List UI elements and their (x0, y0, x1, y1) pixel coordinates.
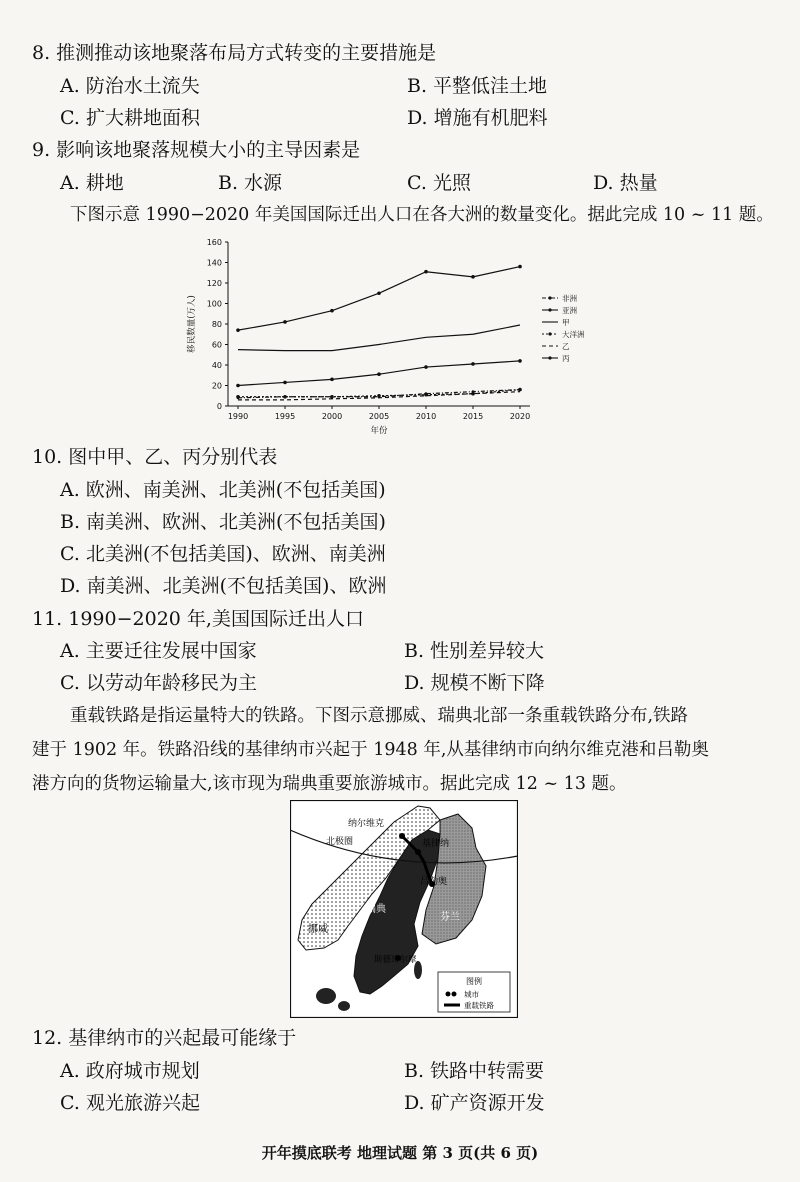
label-norway: 挪威 (308, 924, 328, 935)
label-finland: 芬兰 (440, 912, 460, 923)
legend-label: 乙 (562, 342, 570, 351)
legend-label: 亚洲 (562, 306, 577, 315)
legend-label: 甲 (562, 318, 570, 327)
chart-intro-text: 下图示意 1990−2020 年美国国际迁出人口在各大洲的数量变化。据此完成 10 ~ 11 题。 (70, 205, 774, 225)
map-legend-railway: 重载铁路 (464, 1001, 494, 1010)
legend-marker (548, 296, 551, 299)
x-tick-label: 1990 (227, 412, 249, 421)
question-10-option-a: A. 欧洲、南美洲、北美洲(不包括美国) (60, 479, 386, 501)
series-2-point (283, 320, 287, 324)
series-2-point (236, 328, 240, 332)
series-6-point (518, 359, 522, 363)
legend-label: 非洲 (562, 294, 577, 303)
x-tick-label: 2005 (368, 412, 390, 421)
series-4-point (518, 388, 522, 392)
question-8-option-a: A. 防治水土流失 (60, 75, 200, 97)
question-10-option-c: C. 北美洲(不包括美国)、欧洲、南美洲 (60, 543, 386, 565)
question-12-option-b: B. 铁路中转需要 (404, 1060, 545, 1082)
y-axis-title: 移民数量(万人) (187, 295, 197, 353)
denmark-land (316, 988, 336, 1004)
y-tick-label: 80 (211, 320, 222, 329)
x-axis-title: 年份 (370, 426, 388, 436)
y-tick-label: 160 (206, 238, 222, 247)
y-tick-label: 120 (206, 279, 222, 288)
y-tick-label: 0 (216, 402, 222, 411)
city-kiruna-dot (415, 849, 421, 855)
question-11-option-c: C. 以劳动年龄移民为主 (60, 672, 257, 694)
label-kiruna: 基律纳 (422, 839, 450, 849)
y-tick-label: 20 (211, 381, 222, 391)
series-4-point (377, 394, 381, 398)
question-11-option-b: B. 性别差异较大 (404, 640, 545, 662)
denmark-island (338, 1001, 350, 1011)
question-12-stem: 12. 基律纳市的兴起最可能缘于 (32, 1027, 297, 1049)
question-9-option-b: B. 水源 (218, 172, 283, 194)
x-tick-label: 2020 (509, 412, 531, 421)
question-12-option-a: A. 政府城市规划 (60, 1060, 200, 1082)
question-11-stem: 11. 1990−2020 年,美国国际迁出人口 (32, 608, 364, 630)
page-footer: 开年摸底联考 地理试题 第 3 页(共 6 页) (261, 1144, 539, 1162)
series-6-point (283, 381, 287, 385)
label-lulea: 吕勒奥 (420, 877, 448, 887)
question-12-option-c: C. 观光旅游兴起 (60, 1092, 200, 1114)
emigration-line-chart (180, 232, 600, 437)
question-8-option-d: D. 增施有机肥料 (407, 107, 548, 129)
map-legend (438, 972, 510, 1012)
question-9-option-c: C. 光照 (407, 172, 471, 194)
series-4-point (236, 395, 240, 399)
label-narvik: 纳尔维克 (348, 819, 385, 829)
legend-label: 丙 (562, 354, 570, 363)
series-4-point (283, 395, 287, 399)
question-9-option-a: A. 耕地 (60, 172, 124, 194)
question-8-option-c: C. 扩大耕地面积 (60, 107, 200, 129)
x-tick-label: 1995 (274, 412, 296, 421)
map-legend-title: 图例 (466, 977, 482, 986)
question-9-option-d: D. 热量 (593, 172, 658, 194)
railway-intro-line-3: 港方向的货物运输量大,该市现为瑞典重要旅游城市。据此完成 12 ~ 13 题。 (32, 774, 627, 794)
question-8-option-b: B. 平整低洼土地 (407, 75, 548, 97)
series-2-point (518, 265, 522, 269)
series-6-point (424, 365, 428, 369)
x-tick-label: 2015 (462, 412, 484, 421)
series-6-point (377, 372, 381, 376)
question-8-stem: 8. 推测推动该地聚落布局方式转变的主要措施是 (32, 42, 437, 64)
series-line-3 (238, 325, 520, 351)
series-line-2 (238, 267, 520, 331)
question-11-option-d: D. 规模不断下降 (404, 672, 545, 694)
legend-marker (548, 308, 551, 311)
series-4-point (330, 395, 334, 399)
legend-marker (548, 356, 551, 359)
legend-label: 大洋洲 (562, 330, 585, 339)
series-6-point (236, 384, 240, 388)
x-tick-label: 2010 (415, 412, 437, 421)
y-tick-label: 140 (206, 258, 222, 268)
label-arctic-circle: 北极圈 (326, 837, 354, 847)
series-2-point (330, 309, 334, 313)
y-tick-label: 100 (206, 299, 222, 309)
city-narvik-dot (399, 833, 405, 839)
question-10-option-b: B. 南美洲、欧洲、北美洲(不包括美国) (60, 511, 386, 533)
question-10-option-d: D. 南美洲、北美洲(不包括美国)、欧洲 (60, 575, 387, 597)
question-9-stem: 9. 影响该地聚落规模大小的主导因素是 (32, 139, 361, 161)
question-12-option-d: D. 矿产资源开发 (404, 1092, 545, 1114)
series-2-point (471, 275, 475, 279)
y-tick-label: 60 (211, 340, 222, 350)
question-11-option-a: A. 主要迁往发展中国家 (60, 640, 257, 662)
railway-intro-line-2: 建于 1902 年。铁路沿线的基律纳市兴起于 1948 年,从基律纳市向纳尔维克港和吕勒奥 (32, 740, 709, 760)
series-6-point (330, 378, 334, 382)
series-6-point (471, 362, 475, 366)
label-stockholm: 斯德哥尔摩 (374, 955, 417, 965)
y-tick-label: 40 (211, 361, 222, 370)
series-2-point (424, 270, 428, 274)
railway-intro-line-1: 重载铁路是指运量特大的铁路。下图示意挪威、瑞典北部一条重载铁路分布,铁路 (70, 706, 689, 726)
scandinavia-railway-map (290, 800, 518, 1018)
label-sweden: 瑞典 (366, 904, 386, 915)
x-tick-label: 2000 (321, 412, 343, 421)
map-legend-city: 城市 (464, 990, 479, 999)
question-10-stem: 10. 图中甲、乙、丙分别代表 (32, 446, 278, 468)
series-2-point (377, 291, 381, 295)
legend-marker (548, 332, 551, 335)
